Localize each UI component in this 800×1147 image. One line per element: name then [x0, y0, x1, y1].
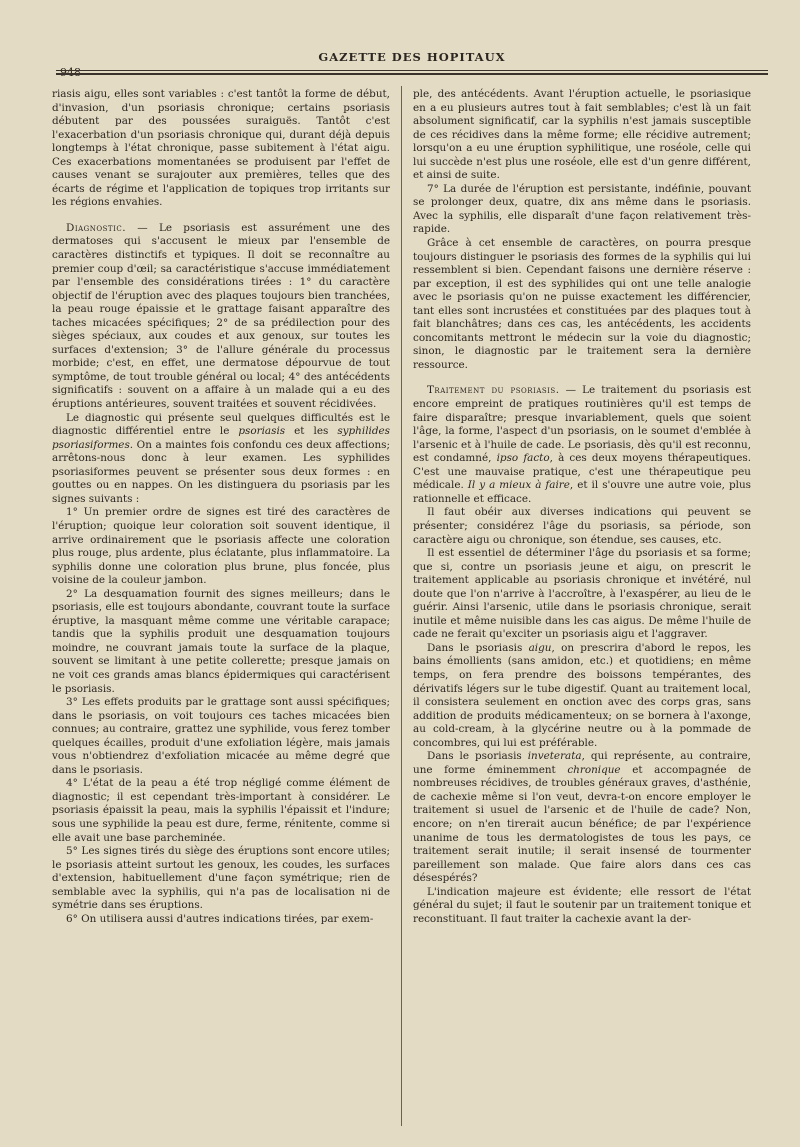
- inveterata-text-2: , qui représente, au contraire, une forme éminemment: [413, 750, 751, 776]
- diagnostic-text: — Le psoriasis est assurément une des dermatoses qui s'accusent le mieux par l'ensemble de caractères distinctifs et typiques. Il doit se reconnaître au premier coup d'œil; sa caractéristique s'accuse immédiatement par l'ensemble des considérations tirées : 1° du caractère objectif de l'éruption avec des plaques toujours bien tranchées, la peau rouge épaissie et le grattage faisant apparaître des taches micacées spécifiques; 2° de sa prédilection pour des sièges spéciaux, aux coudes et aux genoux, sur toutes les surfaces d'extension; 3° de l'allure générale du processus morbide; c'est, en effet, une dermatose dépourvue de tout symptôme, de tout trouble général ou local; 4° des antécédents significatifs : souvent on a affaire à un malade qui a eu des éruptions antérieures, souvent traitées et souvent récidivées.: [52, 221, 390, 411]
- paragraph-sign-6: 6° On utilisera aussi d'autres indications tirées, par exem-: [66, 912, 374, 925]
- differential-text-2: et les: [285, 425, 338, 438]
- paragraph-differential: [52, 412, 390, 507]
- italic-il-y-a-mieux: Il y a mieux à faire: [467, 479, 570, 492]
- italic-chronique: chronique: [567, 763, 621, 776]
- italic-psoriasis: psoriasis: [238, 425, 286, 438]
- paragraph-diagnostic: [52, 222, 390, 412]
- italic-ipso-facto: ipso facto: [496, 452, 550, 465]
- section-heading-treatment: Traitement du psoriasis.: [427, 384, 560, 397]
- paragraph-sign-1: 1° Un premier ordre de signes est tiré des caractères de l'éruption; quoique leur coloration soit souvent identique, il arrive ordinairement que le psoriasis affecte une coloration plus rouge, plus ardente, plus éclatante, plus inflammatoire. La syphilis donne une coloration plus brune, plus foncée, plus voisine de la couleur jambon.: [52, 506, 390, 587]
- inveterata-text-3: et accompagnée de nombreuses récidives, de troubles généraux graves, d'asthénie, de cachexie même si l'on veut, devra-t-on encore employer le traitement si usuel de l'arsenic et de l'huile de cade? Non, encore; on n'en tirerait aucun bénéfice; de par l'expérience unanime de tous les dermatologistes de tous les pays, ce traitement serait inutile; il serait insensé de tourmenter pareillement son malade. Que faire alors dans ces cas désespérés?: [413, 763, 751, 885]
- italic-inveterata: inveterata: [527, 750, 582, 763]
- journal-title: GAZETTE DES HOPITAUX: [318, 50, 506, 64]
- paragraph-sign-6-cont: ple, des antécédents. Avant l'éruption actuelle, le psoriasique en a eu plusieurs autres tout à fait semblables; c'est là un fait absolument significatif, car la syphilis n'est jamais susceptible de ces récidives dans la même forme; elle récidive autrement; lorsqu'on a eu une éruption syphilitique, une roséole, celle qui lui succède n'est plus une roséole, elle est d'un genre différent, et ainsi de suite.: [413, 88, 751, 182]
- paragraph-sign-4: 4° L'état de la peau a été trop négligé comme élément de diagnostic; il est cependant très-important à considérer. Le psoriasis épaissit la peau, mais la syphilis l'épaissit et l'indure; sous une syphilide la peau est dure, ferme, rénitente, comme si elle avait une base parcheminée.: [52, 777, 390, 844]
- italic-syphilides: syphilides psoriasiformes: [52, 425, 390, 451]
- paragraph-obey: Il faut obéir aux diverses indications qui peuvent se présenter; considérez l'âge du psoriasis, sa période, son caractère aigu ou chronique, son étendue, ses causes, etc.: [413, 506, 751, 546]
- treatment-text-2: , à ces deux moyens thérapeutiques. C'est une mauvaise pratique, c'est une thérapeutique peu médicale.: [413, 452, 751, 492]
- treatment-text-3: , et il s'ouvre une autre voie, plus rationnelle et efficace.: [413, 479, 751, 505]
- header-rule-thin: [56, 70, 768, 71]
- aigu-text-1: Dans le psoriasis: [427, 641, 529, 654]
- paragraph-intro: riasis aigu, elles sont variables : c'est tantôt la forme de début, d'invasion, d'un psoriasis chronique; certains psoriasis débutent par des poussées suraiguës. Tantôt c'est l'exacerbation d'un psoriasis chronique qui, durant déjà depuis longtemps à l'état chronique, passe subitement à l'état aigu. Ces exacerbations momentanées se produisent par l'effet de causes venant se surajouter aux premières, telles que des écarts de régime et l'application de topiques trop irritants sur les régions envahies.: [52, 88, 390, 209]
- paragraph-treatment: [413, 384, 751, 506]
- paragraph-sign-3: 3° Les effets produits par le grattage sont aussi spécifiques; dans le psoriasis, on voit toujours ces taches micacées bien connues; au contraire, grattez une syphilide, vous ferez tomber quelques écailles, produit d'une exfoliation légère, mais jamais vous n'obtiendrez d'exfoliation micacée au même degré que dans le psoriasis.: [52, 696, 390, 776]
- paragraph-aigu: [413, 642, 751, 750]
- paragraph-inveterata: [413, 750, 751, 885]
- aigu-text-2: , on prescrira d'abord le repos, les bains émollients (sans amidon, etc.) et quotidiens; en même temps, on fera prendre des boissons tempérantes, des dérivatifs légers sur le tube digestif. Quant au traitement local, il consistera seulement en onction avec des corps gras, sans addition de produits médicamenteux; on se bornera à l'axonge, au cold-cream, à la glycérine neutre ou à la pommade de concombres, qui lui est préférable.: [413, 641, 751, 749]
- column-divider: [401, 86, 402, 1126]
- differential-text-3: . On a maintes fois confondu ces deux affections; arrêtons-nous donc à leur examen. Les syphilides psoriasiformes peuvent se présenter sous deux formes : en gouttes ou en nappes. On les distinguera du psoriasis par les signes suivants :: [52, 438, 390, 505]
- section-heading-diagnostic: Diagnostic.: [66, 221, 126, 234]
- page-number: 948: [60, 66, 81, 79]
- treatment-text-1: — Le traitement du psoriasis est encore empreint de pratiques routinières qu'il est temps de faire disparaître; presque invariablement, quels que soient l'âge, la forme, l'aspect d'un psoriasis, on le soumet d'emblée à l'arsenic et à l'huile de cade. Le psoriasis, dès qu'il est reconnu, est condamné,: [413, 384, 751, 465]
- paragraph-conclusion: Grâce à cet ensemble de caractères, on pourra presque toujours distinguer le psoriasis des formes de la syphilis qui lui ressemblent si bien. Cependant faisons une dernière réserve : par exception, il est des syphilides qui ont une telle analogie avec le psoriasis qu'on ne puisse exactement les différencier, tant elles sont incrustées et constituées par des plaques tout à fait blanchâtres; dans ces cas, les antécédents, les accidents concomitants mettront le médecin sur la voie du diagnostic; sinon, le diagnostic par le traitement sera la dernière ressource.: [413, 237, 751, 371]
- paragraph-sign-5: 5° Les signes tirés du siège des éruptions sont encore utiles; le psoriasis atteint surtout les genoux, les coudes, les surfaces d'extension, habituellement d'une façon symétrique; rien de semblable avec la syphilis, qui n'a pas de localisation ni de symétrie dans ses éruptions.: [52, 845, 390, 912]
- paragraph-sign-7: 7° La durée de l'éruption est persistante, indéfinie, pouvant se prolonger deux, quatre, dix ans même dans le psoriasis. Avec la syphilis, elle disparaît d'une façon relativement très-rapide.: [413, 182, 751, 236]
- differential-text-1: Le diagnostic qui présente seul quelques difficultés est le diagnostic différentiel entre le: [52, 411, 390, 438]
- paragraph-indication: L'indication majeure est évidente; elle ressort de l'état général du sujet; il faut le soutenir par un traitement tonique et reconstituant. Il faut traiter la cachexie avant la der-: [413, 885, 751, 925]
- paragraph-essential: Il est essentiel de déterminer l'âge du psoriasis et sa forme; que si, contre un psoriasis jeune et aigu, on prescrit le traitement applicable au psoriasis chronique et invétéré, nul doute que l'on n'arrive à l'accroître, à l'exaspérer, au lieu de le guérir. Ainsi l'arsenic, utile dans le psoriasis chronique, serait inutile et même nuisible dans les cas aigus. De même l'huile de cade ne ferait qu'exciter un psoriasis aigu et l'aggraver.: [413, 547, 751, 641]
- page-header: [56, 50, 768, 79]
- inveterata-text-1: Dans le psoriasis: [427, 750, 528, 763]
- right-column: [413, 88, 751, 1128]
- italic-aigu: aigu: [528, 641, 552, 654]
- paragraph-sign-2: 2° La desquamation fournit des signes meilleurs; dans le psoriasis, elle est toujours abondante, couvrant toute la surface éruptive, la masquant même comme une véritable carapace; tandis que la syphilis produit une desquamation toujours moindre, ne couvrant jamais toute la surface de la plaque, souvent se limitant à une petite collerette; presque jamais on ne voit ces grands amas blancs épidermiques qui caractérisent le psoriasis.: [52, 587, 390, 695]
- left-column: [52, 88, 390, 1128]
- header-rule-thick: [56, 73, 768, 75]
